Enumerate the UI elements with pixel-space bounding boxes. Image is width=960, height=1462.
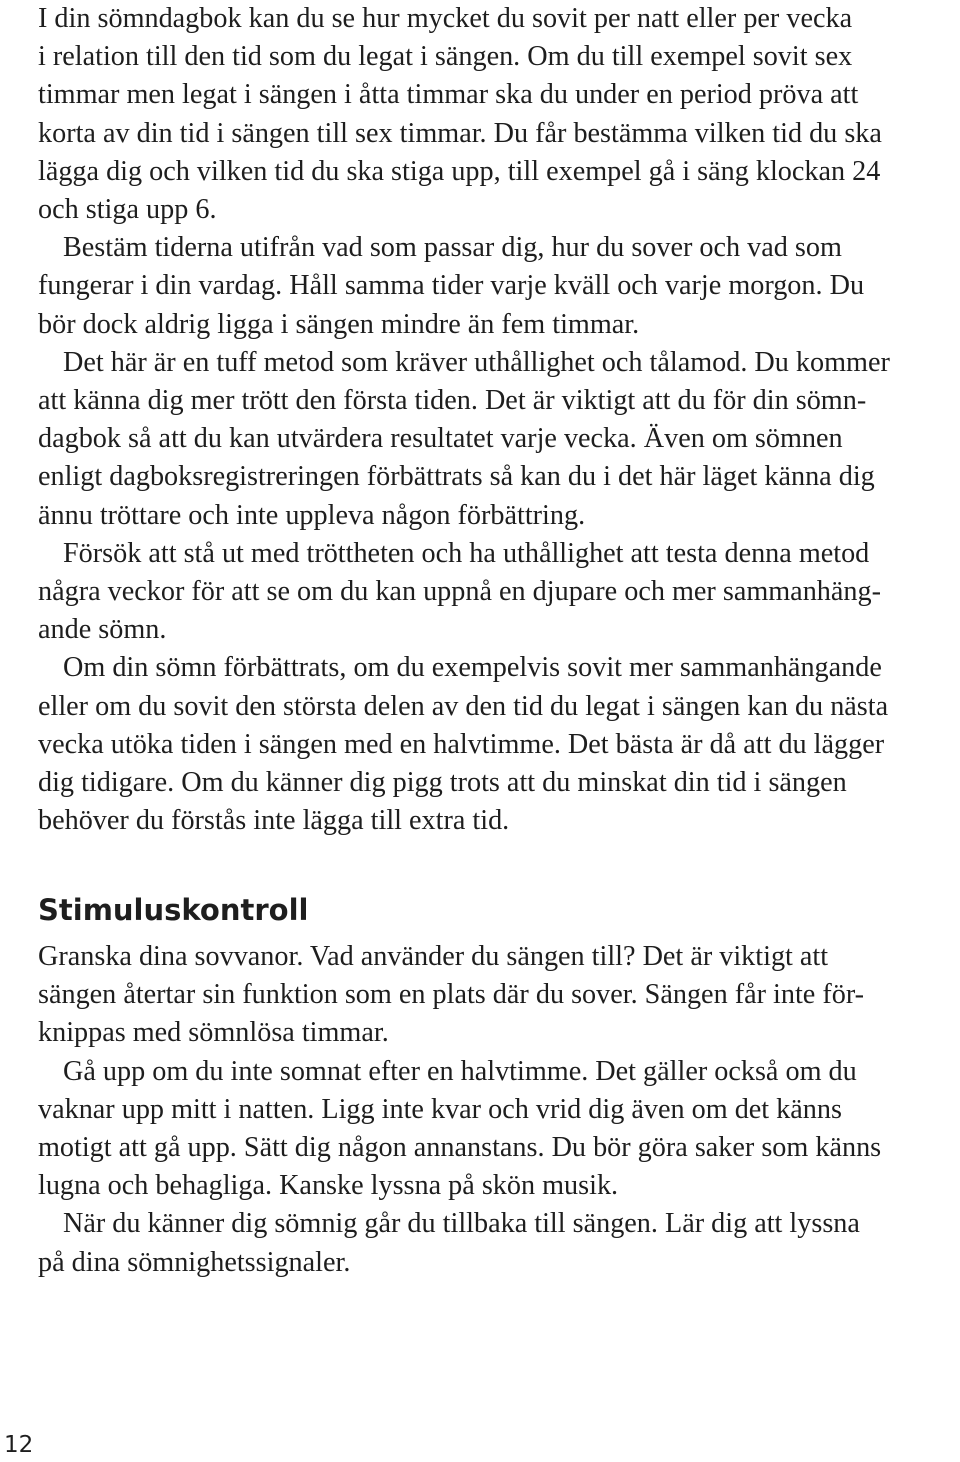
text-line: dagbok så att du kan utvärdera resultatet varje vecka. Även om sömnen — [38, 423, 843, 455]
text-line: fungerar i din vardag. Håll samma tider varje kväll och varje morgon. Du — [38, 270, 865, 302]
text-line: vecka utöka tiden i sängen med en halvtimme. Det bästa är då att du lägger — [38, 728, 885, 760]
text-line: bör dock aldrig ligga i sängen mindre än fem timmar. — [38, 308, 640, 340]
text-line: och stiga upp 6. — [38, 194, 217, 226]
text-line: behöver du förstås inte lägga till extra tid. — [38, 805, 510, 837]
text-line: Bestäm tiderna utifrån vad som passar dig, hur du sover och vad som — [63, 232, 842, 264]
text-line: I din sömndagbok kan du se hur mycket du sovit per natt eller per vecka — [38, 3, 853, 34]
paragraph-tough-method — [38, 344, 960, 535]
paragraph-decide-times — [38, 229, 960, 344]
paragraph-go-back-to-bed — [38, 1205, 960, 1281]
text-line: timmar men legat i sängen i åtta timmar ska du under en period pröva att — [38, 79, 859, 111]
paragraph-sleep-improved — [38, 649, 960, 840]
paragraph-review-habits — [38, 938, 960, 1053]
text-line: sängen återtar sin funktion som en plats där du sover. Sängen får inte för- — [38, 979, 865, 1011]
text-line: När du känner dig sömnig går du tillbaka till sängen. Lär dig att lyssna — [63, 1208, 860, 1240]
paragraph-get-up — [38, 1053, 960, 1206]
text-line: ännu tröttare och inte uppleva någon förbättring. — [38, 499, 586, 531]
text-line: Gå upp om du inte somnat efter en halvtimme. Det gäller också om du — [63, 1055, 857, 1087]
text-line: enligt dagboksregistreringen förbättrats så kan du i det här läget känna dig — [38, 461, 875, 493]
text-line: Om din sömn förbättrats, om du exempelvis sovit mer sammanhängande — [63, 652, 882, 684]
text-line: några veckor för att se om du kan uppnå en djupare och mer sammanhäng- — [38, 576, 881, 608]
text-line: på dina sömnighetssignaler. — [38, 1246, 351, 1278]
paragraph-endure-tiredness — [38, 535, 960, 650]
text-line: lugna och behagliga. Kanske lyssna på skön musik. — [38, 1170, 619, 1202]
section-text — [38, 938, 960, 1282]
text-line: Granska dina sovvanor. Vad använder du sängen till? Det är viktigt att — [38, 941, 829, 972]
text-line: dig tidigare. Om du känner dig pigg trots att du minskat din tid i sängen — [38, 767, 847, 799]
text-line: korta av din tid i sängen till sex timmar. Du får bestämma vilken tid du ska — [38, 117, 882, 149]
text-line: att känna dig mer trött den första tiden. Det är viktigt att du för din sömn- — [38, 385, 867, 417]
paragraph-sleep-diary — [38, 0, 960, 229]
text-line: i relation till den tid som du legat i sängen. Om du till exempel sovit sex — [38, 41, 853, 73]
text-line: lägga dig och vilken tid du ska stiga upp, till exempel gå i säng klockan 24 — [38, 155, 881, 187]
text-line: knippas med sömnlösa timmar. — [38, 1017, 389, 1049]
text-line: Försök att stå ut med tröttheten och ha uthållighet att testa denna metod — [63, 537, 870, 569]
text-line: eller om du sovit den största delen av den tid du legat i sängen kan du nästa — [38, 690, 889, 722]
main-text — [38, 0, 960, 840]
section-heading: Stimuluskontroll — [38, 893, 309, 927]
text-line: vaknar upp mitt i natten. Ligg inte kvar och vrid dig även om det känns — [38, 1093, 842, 1125]
text-line: motigt att gå upp. Sätt dig någon annanstans. Du bör göra saker som känns — [38, 1132, 882, 1164]
text-line: Det här är en tuff metod som kräver uthållighet och tålamod. Du kommer — [63, 346, 890, 378]
text-line: ande sömn. — [38, 614, 167, 646]
page-number: 12 — [4, 1432, 34, 1458]
